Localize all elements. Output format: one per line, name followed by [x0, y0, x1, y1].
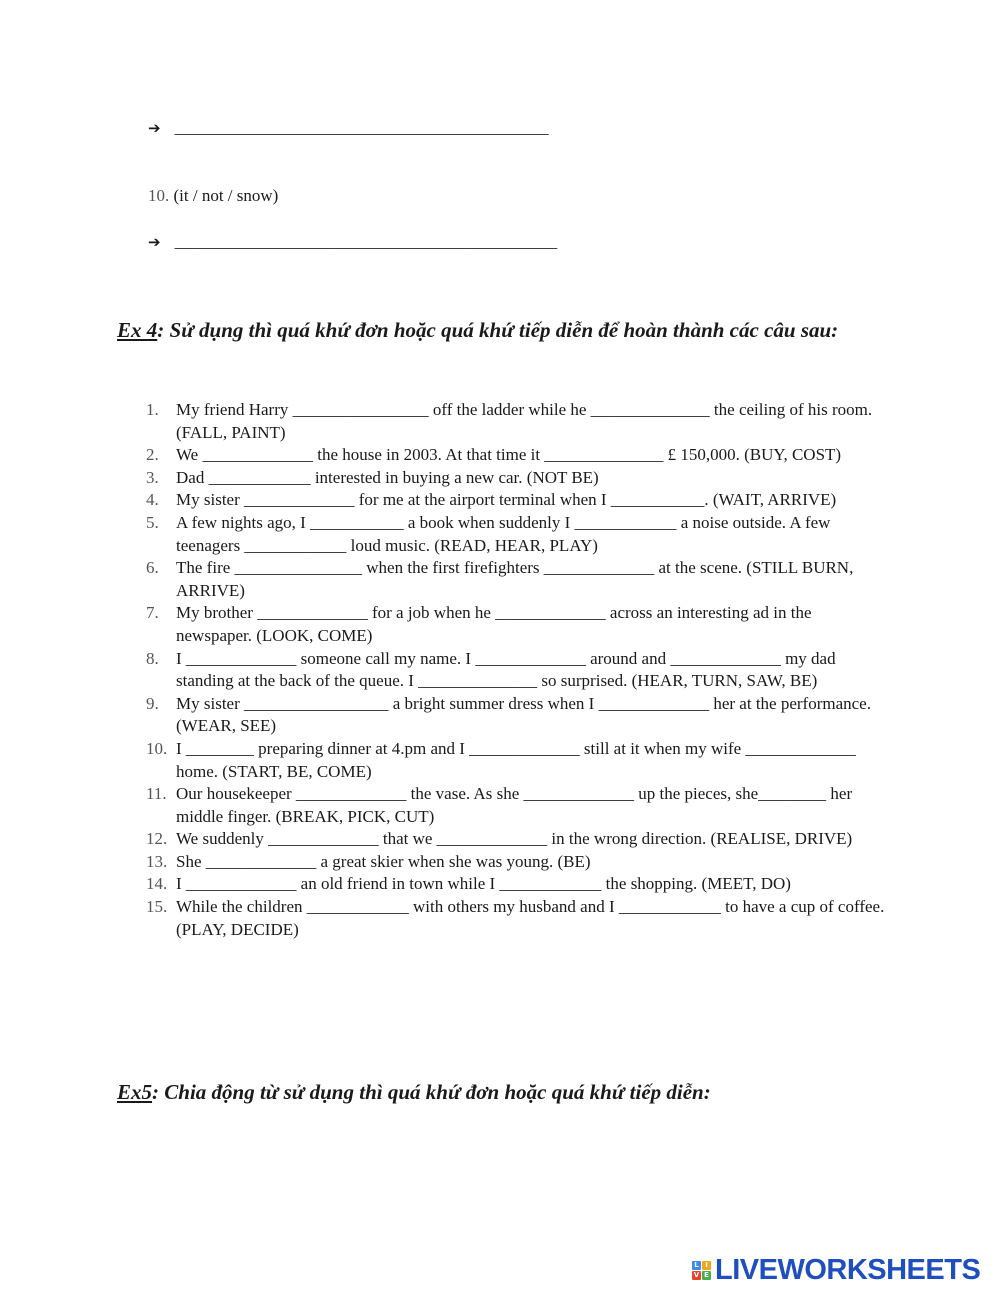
item-text[interactable]: My sister _____________ for me at the airport terminal when I ___________. (WAIT, ARRIVE)	[176, 490, 837, 510]
ex5-label: Ex5	[117, 1080, 153, 1104]
item-number: 5.	[146, 512, 159, 532]
ex4-title: : Sử dụng thì quá khứ đơn hoặc quá khứ tiếp diễn để hoàn thành các câu sau:	[157, 318, 839, 342]
list-item	[146, 399, 886, 444]
list-item	[146, 602, 886, 647]
list-item	[146, 851, 886, 874]
logo-text: LIVEWORKSHEETS	[715, 1254, 981, 1286]
list-item	[146, 896, 886, 941]
item-text[interactable]: My sister _________________ a bright summer dress when I _____________ her at the performance. (WEAR, SEE)	[176, 693, 871, 736]
list-item	[146, 783, 886, 828]
item-text[interactable]: Our housekeeper _____________ the vase. As she _____________ up the pieces, she________ her middle finger. (BREAK, PICK, CUT)	[176, 784, 853, 826]
ex4-list	[146, 399, 886, 941]
list-item	[146, 738, 886, 783]
item-text[interactable]: While the children ____________ with others my husband and I ____________ to have a cup of coffee. (PLAY, DECIDE)	[176, 897, 885, 939]
logo-tile: I	[702, 1261, 711, 1270]
answer-line-10	[148, 232, 557, 252]
prompt-text: (it / not / snow)	[173, 186, 279, 205]
item-number: 12.	[146, 829, 168, 849]
item-text[interactable]: I _____________ an old friend in town while I ____________ the shopping. (MEET, DO)	[176, 874, 791, 894]
ex5-heading	[117, 1076, 877, 1108]
answer-blank[interactable]: _____________________________________________	[174, 232, 558, 251]
logo-tile: V	[693, 1271, 700, 1279]
list-item	[146, 444, 886, 467]
list-item	[146, 557, 886, 602]
item-text[interactable]: I _____________ someone call my name. I _____________ around and _____________ my dad standing at the back of the queue. I ______________ so surprised. (HEAR, TURN, SAW, BE)	[176, 648, 836, 691]
item-text[interactable]: The fire _______________ when the first firefighters _____________ at the scene. (STILL BURN, ARRIVE)	[176, 558, 854, 600]
logo-tile: L	[692, 1261, 701, 1270]
answer-line-9	[148, 118, 549, 138]
item-text[interactable]: We _____________ the house in 2003. At that time it ______________ £ 150,000. (BUY, COST)	[176, 445, 842, 465]
list-item	[146, 467, 886, 490]
item-text[interactable]: We suddenly _____________ that we _____________ in the wrong direction. (REALISE, DRIVE)	[176, 829, 853, 849]
item-number: 6.	[146, 558, 159, 578]
list-item	[146, 873, 886, 896]
item-text[interactable]: Dad ____________ interested in buying a new car. (NOT BE)	[176, 467, 599, 487]
item-text[interactable]: A few nights ago, I ___________ a book when suddenly I ____________ a noise outside. A few teenagers ____________ loud music. (READ, HEAR, PLAY)	[176, 512, 831, 555]
list-item	[146, 693, 886, 738]
item-number: 9.	[146, 693, 159, 713]
ex5-title: : Chia động từ sử dụng thì quá khứ đơn hoặc quá khứ tiếp diễn:	[152, 1080, 711, 1104]
ex4-heading	[117, 314, 877, 346]
item-number: 10.	[148, 186, 170, 205]
item-number: 10.	[146, 738, 168, 758]
prompt-10	[148, 186, 278, 206]
item-number: 3.	[146, 467, 159, 487]
logo-icon	[692, 1261, 711, 1280]
liveworksheets-logo	[692, 1254, 980, 1287]
item-number: 8.	[146, 648, 159, 668]
list-item	[146, 648, 886, 693]
item-number: 15.	[146, 897, 168, 917]
list-item	[146, 489, 886, 512]
logo-tile: E	[702, 1271, 711, 1280]
list-item	[146, 828, 886, 851]
item-number: 11.	[146, 784, 167, 804]
arrow-icon: ➔	[148, 119, 161, 137]
item-number: 4.	[146, 490, 159, 510]
item-number: 2.	[146, 445, 159, 465]
item-text[interactable]: My friend Harry ________________ off the ladder while he ______________ the ceiling of his room. (FALL, PAINT)	[176, 400, 873, 442]
item-number: 13.	[146, 851, 168, 871]
item-number: 7.	[146, 603, 159, 623]
item-number: 14.	[146, 874, 168, 894]
item-number: 1.	[146, 400, 159, 419]
item-text[interactable]: I ________ preparing dinner at 4.pm and I _____________ still at it when my wife _____________ home. (START, BE, COME)	[176, 738, 856, 781]
item-text[interactable]: My brother _____________ for a job when he _____________ across an interesting ad in the newspaper. (LOOK, COME)	[176, 603, 812, 645]
ex4-label: Ex 4	[117, 318, 158, 342]
list-item	[146, 512, 886, 557]
answer-blank[interactable]: ____________________________________________	[174, 118, 549, 137]
item-text[interactable]: She _____________ a great skier when she was young. (BE)	[176, 851, 591, 871]
arrow-icon: ➔	[148, 233, 161, 251]
